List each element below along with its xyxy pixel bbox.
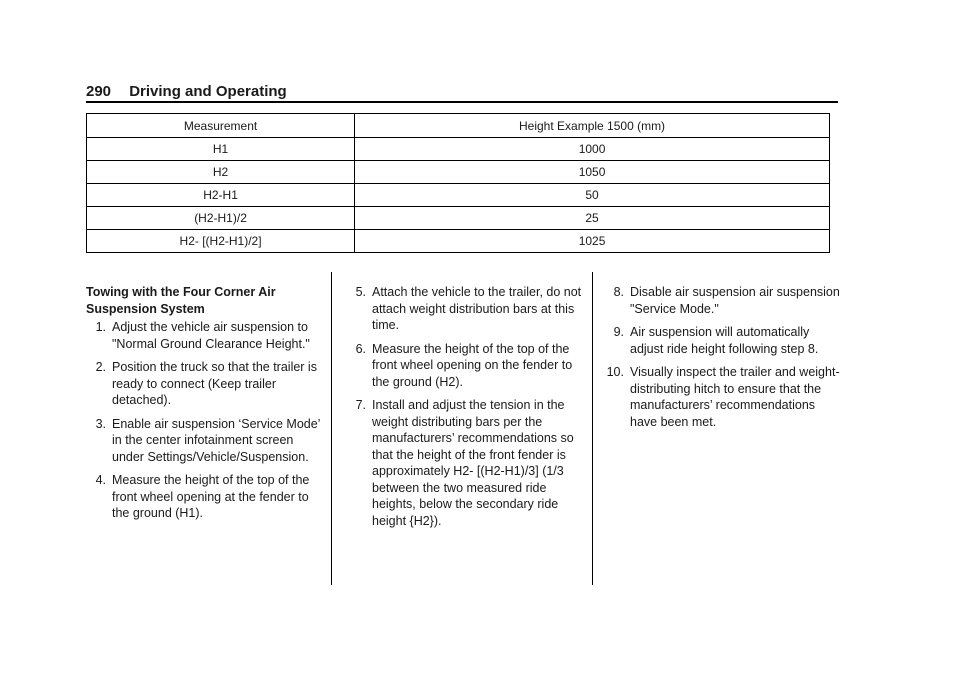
table-row [87, 161, 830, 184]
text-column-2 [346, 284, 582, 536]
step-item [346, 341, 582, 391]
table-row [87, 230, 830, 253]
table-cell: 1000 [355, 138, 830, 161]
step-item [346, 284, 582, 334]
step-number: 1. [95, 320, 106, 334]
step-number: 5. [355, 285, 366, 299]
column-header-measurement: Measurement [87, 114, 355, 138]
table-cell: 25 [355, 207, 830, 230]
table-cell: H2- [(H2-H1)/2] [87, 230, 355, 253]
step-text: Enable air suspension ‘Service Mode’ in the center infotainment screen under Settings/Vehicle/Suspension. [112, 416, 320, 464]
step-item [604, 364, 840, 430]
measurement-table [86, 113, 830, 253]
step-item [86, 359, 322, 409]
column-header-height: Height Example 1500 (mm) [355, 114, 830, 138]
step-number: 4. [95, 473, 106, 487]
steps-list [346, 284, 582, 529]
step-text: Visually inspect the trailer and weight-distributing hitch to ensure that the manufacturers’ recommendations have been met. [630, 365, 840, 429]
step-text: Disable air suspension air suspension "Service Mode." [630, 285, 840, 316]
step-number: 6. [355, 341, 366, 356]
step-number: 7. [355, 398, 366, 412]
table-cell: 1050 [355, 161, 830, 184]
section-title: Driving and Operating [129, 83, 287, 100]
section-heading: Towing with the Four Corner Air Suspension System [86, 285, 276, 316]
text-column-1 [86, 284, 322, 529]
step-item [86, 472, 322, 522]
step-text: Measure the height of the top of the front wheel opening on the fender to the ground (H2). [372, 341, 573, 389]
page-number: 290 [86, 83, 112, 100]
step-text: Install and adjust the tension in the weight distributing bars per the manufacturers’ recommendations so that the height of the front fender is approximately H2- [(H2-H1)/3] (1/3 between the two measured ride heights, below the secondary ride height {H2}). [372, 398, 574, 528]
step-number: 3. [95, 416, 106, 431]
table-cell: H2-H1 [87, 184, 355, 207]
table-cell: 1025 [355, 230, 830, 253]
steps-list [604, 284, 840, 430]
text-column-3 [604, 284, 840, 437]
table-row [87, 207, 830, 230]
table-cell: 50 [355, 184, 830, 207]
step-text: Measure the height of the top of the front wheel opening at the fender to the ground (H1). [112, 473, 310, 520]
step-text: Position the truck so that the trailer is ready to connect (Keep trailer detached). [112, 360, 317, 407]
step-number: 8. [613, 285, 624, 299]
page-header [86, 83, 287, 100]
column-divider [331, 272, 332, 585]
step-item [604, 284, 840, 317]
table-row [87, 138, 830, 161]
step-number: 2. [95, 360, 106, 374]
step-text: Air suspension will automatically adjust ride height following step 8. [630, 325, 819, 356]
step-number: 10. [606, 365, 624, 379]
step-item [86, 416, 322, 466]
step-number: 9. [613, 325, 624, 339]
table-cell: (H2-H1)/2 [87, 207, 355, 230]
column-divider [592, 272, 593, 585]
steps-list [86, 319, 322, 522]
table-header-row [87, 114, 830, 138]
step-item [86, 319, 322, 352]
step-text: Attach the vehicle to the trailer, do not attach weight distribution bars at this time. [372, 285, 582, 332]
step-text: Adjust the vehicle air suspension to "Normal Ground Clearance Height." [112, 320, 310, 351]
table-cell: H2 [87, 161, 355, 184]
table-row [87, 184, 830, 207]
step-item [346, 397, 582, 529]
table-cell: H1 [87, 138, 355, 161]
header-rule [86, 101, 838, 103]
step-item [604, 324, 840, 357]
